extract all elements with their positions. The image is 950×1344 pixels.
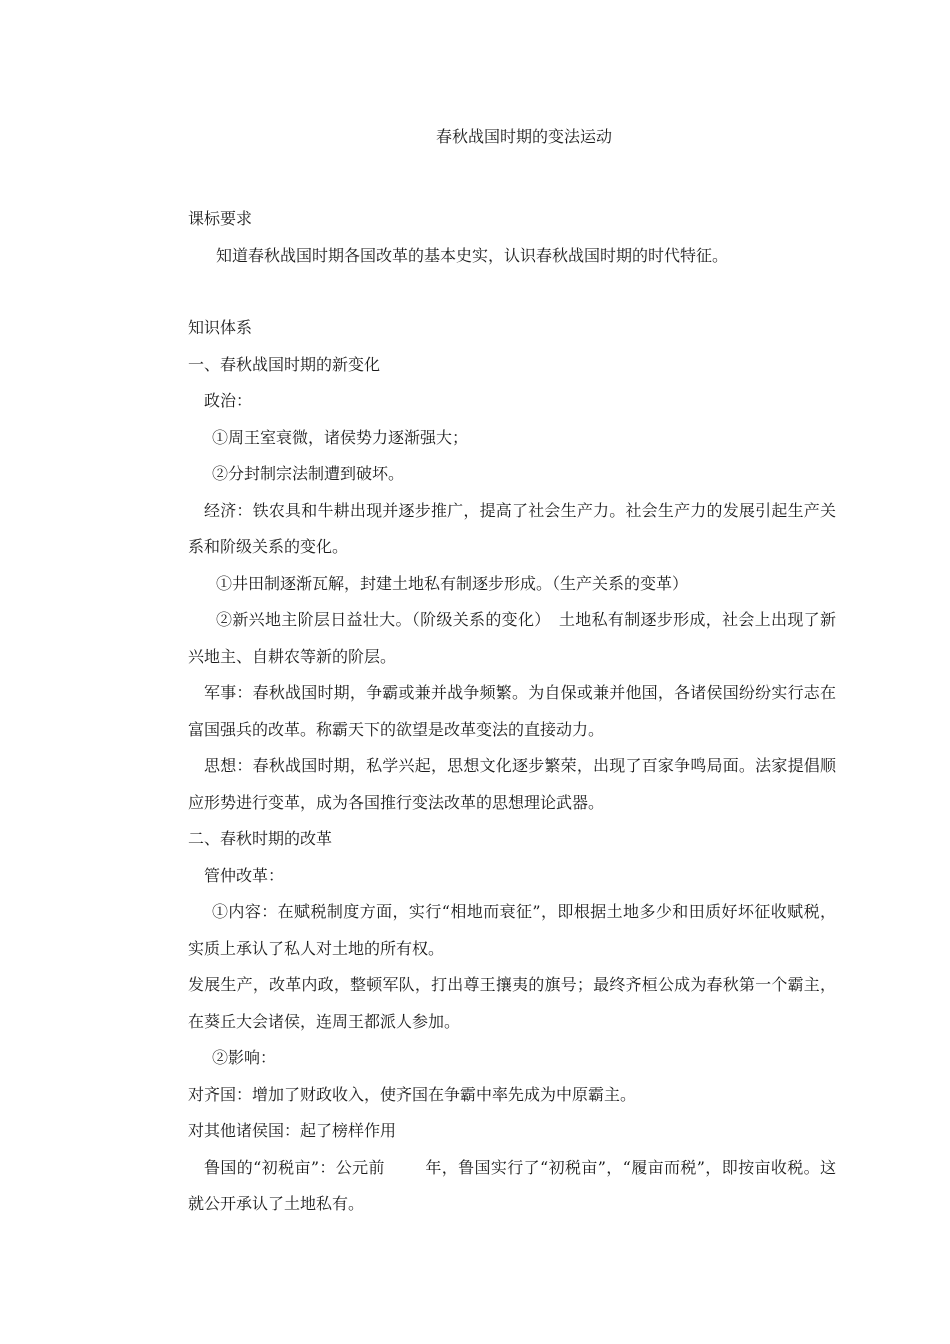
section-heading-requirements: 课标要求 xyxy=(188,209,253,228)
politics-item-2: ②分封制宗法制遭到破坏。 xyxy=(212,464,405,483)
lu-text-end: 年，鲁国实行了“初税亩”，“履亩而税”，即按亩收税。这就公开承认了土地私有。 xyxy=(188,1157,836,1213)
economy-item-2: ②新兴地主阶层日益壮大。（阶级关系的变化） 土地私有制逐步形成，社会上出现了新兴地主、自耕农等新的阶层。 xyxy=(188,610,836,666)
influence-on-others: 对其他诸侯国：起了榜样作用 xyxy=(188,1121,397,1140)
politics-item-1: ①周王室衰微，诸侯势力逐渐强大； xyxy=(212,427,469,447)
economy-item-1: ①井田制逐渐瓦解，封建土地私有制逐步形成。（生产关系的变革） xyxy=(216,573,689,593)
document-body xyxy=(188,201,836,1223)
guanzhong-content: ①内容：在赋税制度方面，实行“相地而衰征”，即根据土地多少和田质好坏征收赋税，实质上承认了私人对土地的所有权。 xyxy=(188,902,836,958)
lu-chushuimu-paragraph xyxy=(188,1150,836,1223)
guanzhong-content-continued: 发展生产，改革内政，整顿军队，打出尊王攘夷的旗号；最终齐桓公成为春秋第一个霸主，在葵丘大会诸侯，连周王都派人参加。 xyxy=(188,975,836,1031)
document-title: 春秋战国时期的变法运动 xyxy=(435,127,612,146)
part-one-heading: 一、春秋战国时期的新变化 xyxy=(188,354,381,374)
part-two-heading: 二、春秋时期的改革 xyxy=(188,829,333,848)
thought-paragraph: 思想：春秋战国时期，私学兴起，思想文化逐步繁荣，出现了百家争鸣局面。法家提倡顺应形势进行变革，成为各国推行变法改革的思想理论武器。 xyxy=(188,756,836,812)
military-paragraph: 军事：春秋战国时期，争霸或兼并战争频繁。为自保或兼并他国，各诸侯国纷纷实行志在富国强兵的改革。称霸天下的欲望是改革变法的直接动力。 xyxy=(188,683,836,739)
requirements-text: 知道春秋战国时期各国改革的基本史实，认识春秋战国时期的时代特征。 xyxy=(216,245,729,265)
politics-label: 政治： xyxy=(204,391,253,410)
economy-paragraph: 经济：铁农具和牛耕出现并逐步推广，提高了社会生产力。社会生产力的发展引起生产关系和阶级关系的变化。 xyxy=(188,500,836,556)
influence-on-qi: 对齐国：增加了财政收入，使齐国在争霸中率先成为中原霸主。 xyxy=(188,1084,637,1104)
guanzhong-influence-label: ②影响： xyxy=(212,1048,277,1067)
lu-text-start: 鲁国的“初税亩”：公元前 xyxy=(204,1157,385,1177)
guanzhong-label: 管仲改革： xyxy=(204,865,285,885)
section-heading-knowledge: 知识体系 xyxy=(188,318,253,337)
